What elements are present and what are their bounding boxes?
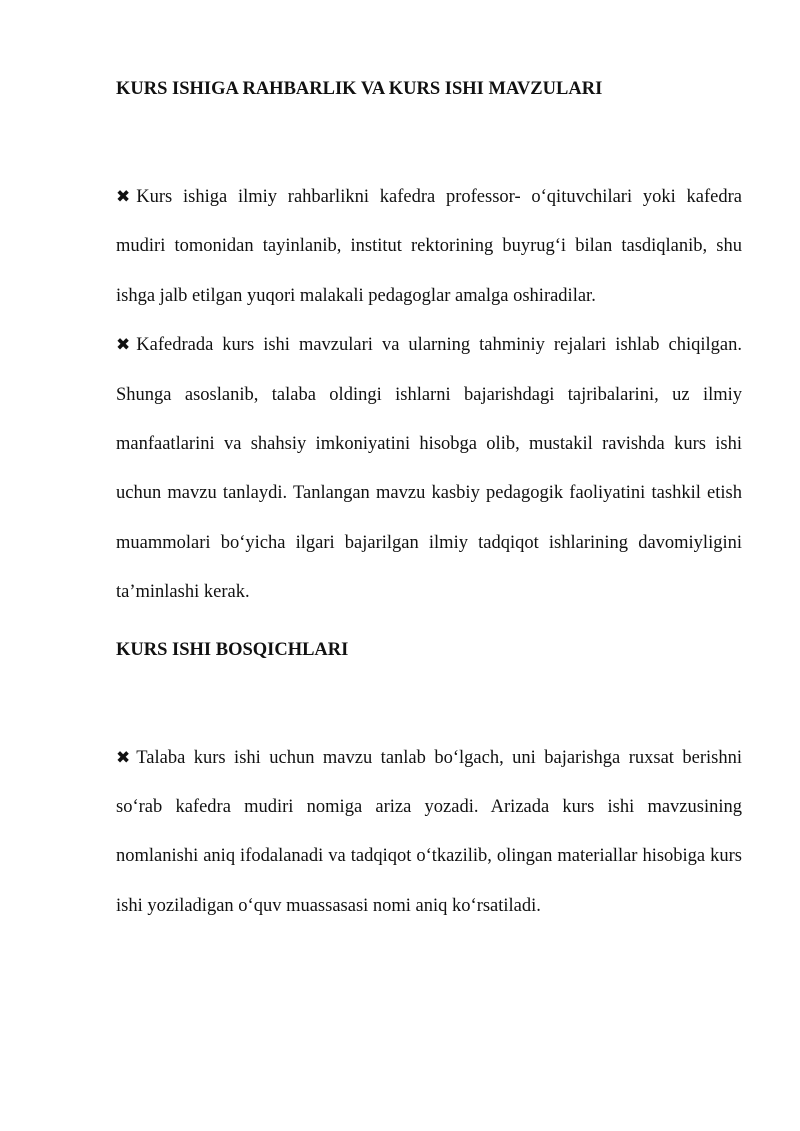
paragraph-text: Kafedrada kurs ishi mavzulari va ularning tahminiy rejalari ishlab chiqilgan. Shunga asoslanib, talaba oldingi ishlarni bajarishdagi tajribalarini, uz ilmiy manfaatlarini va shahsiy imkoniyatini hisobga olib, mustakil ravishda kurs ishi uchun mavzu tanlaydi. Tanlangan mavzu kasbiy pedagogik faoliyatini tashkil etish muammolari bo‘yicha ilgari bajarilgan ilmiy tadqiqot ishlarining davomiyligini ta’minlashi kerak. xyxy=(116,335,742,603)
cross-bullet-icon: ✖ xyxy=(116,335,131,356)
paragraph-topics xyxy=(116,321,742,617)
paragraph-application xyxy=(116,734,742,932)
section-title-supervision: KURS ISHIGA RAHBARLIK VA KURS ISHI MAVZULARI xyxy=(116,79,603,99)
paragraph-supervision xyxy=(116,173,742,321)
document-page xyxy=(116,0,742,931)
section-title-stages: KURS ISHI BOSQICHLARI xyxy=(116,639,349,660)
cross-bullet-icon: ✖ xyxy=(116,747,131,768)
paragraph-text: Talaba kurs ishi uchun mavzu tanlab bo‘lgach, uni bajarishga ruxsat berishni so‘rab kafedra mudiri nomiga ariza yozadi. Arizada kurs ishi mavzusining nomlanishi aniq ifodalanadi va tadqiqot o‘tkazilib, olingan materiallar hisobiga kurs ishi yoziladigan o‘quv muassasasi nomi aniq ko‘rsatiladi. xyxy=(116,747,742,916)
paragraph-text: Kurs ishiga ilmiy rahbarlikni kafedra professor- o‘qituvchilari yoki kafedra mudiri tomonidan tayinlanib, institut rektorining buyrug‘i bilan tasdiqlanib, shu ishga jalb etilgan yuqori malakali pedagoglar amalga oshiradilar. xyxy=(116,187,742,306)
cross-bullet-icon: ✖ xyxy=(116,187,131,207)
